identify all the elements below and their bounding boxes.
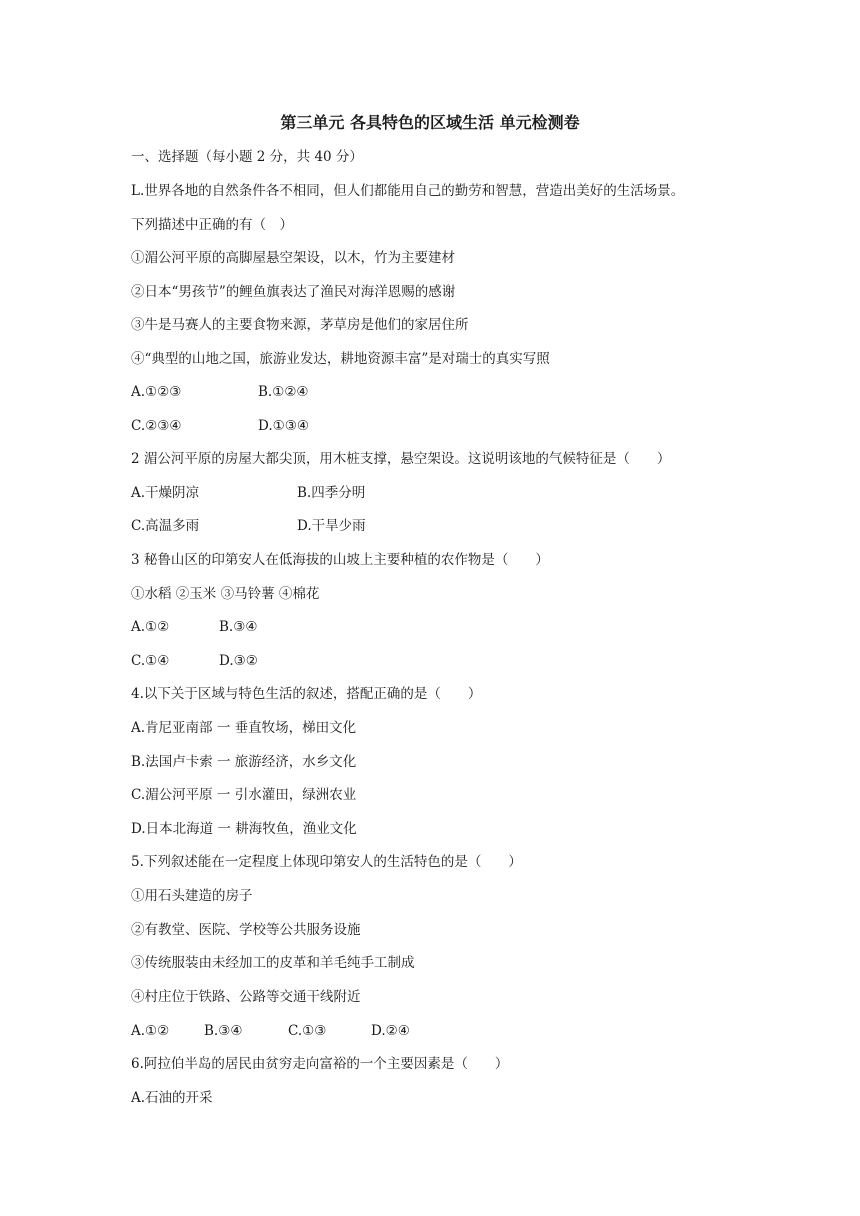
q2-option-d: D.干旱少雨 <box>297 518 366 534</box>
q4-stem: 4.以下关于区域与特色生活的叙述，搭配正确的是（ ） <box>131 686 482 702</box>
q5-item-4: ④村庄位于铁路、公路等交通干线附近 <box>131 989 361 1005</box>
q6-option-a: A.石油的开采 <box>131 1090 213 1106</box>
page-title: 第三单元 各具特色的区域生活 单元检测卷 <box>280 113 580 132</box>
q1-item-4: ④“典型的山地之国，旅游业发达，耕地资源丰富”是对瑞士的真实写照 <box>131 351 550 367</box>
q3-items: ①水稻 ②玉米 ③马铃薯 ④棉花 <box>131 586 320 602</box>
q5-option-d: D.②④ <box>371 1023 410 1039</box>
q1-option-a: A.①②③ <box>131 384 182 400</box>
q4-option-b: B.法国卢卡索 一 旅游经济，水乡文化 <box>131 754 357 770</box>
q4-option-a: A.肯尼亚南部 一 垂直牧场，梯田文化 <box>131 720 357 736</box>
q1-item-3: ③牛是马赛人的主要食物来源，茅草房是他们的家居住所 <box>131 317 469 333</box>
q2-option-c: C.高温多雨 <box>131 518 200 534</box>
q5-item-3: ③传统服装由未经加工的皮革和羊毛纯手工制成 <box>131 955 415 971</box>
q1-option-d: D.①③④ <box>258 418 309 434</box>
q5-item-2: ②有教堂、医院、学校等公共服务设施 <box>131 922 361 938</box>
q2-option-b: B.四季分明 <box>297 485 366 501</box>
q3-option-a: A.①② <box>131 619 170 635</box>
q3-option-c: C.①④ <box>131 653 170 669</box>
q3-option-b: B.③④ <box>219 619 258 635</box>
q6-stem: 6.阿拉伯半岛的居民由贫穷走向富裕的一个主要因素是（ ） <box>131 1056 509 1072</box>
q5-option-a: A.①② <box>131 1023 170 1039</box>
q1-item-2: ②日本“男孩节”的鲤鱼旗表达了渔民对海洋恩赐的感谢 <box>131 284 456 300</box>
q1-stem-line1: L.世界各地的自然条件各不相同，但人们都能用自己的勤劳和智慧，营造出美好的生活场景。 <box>131 183 685 199</box>
q5-stem: 5.下列叙述能在一定程度上体现印第安人的生活特色的是（ ） <box>131 854 522 870</box>
q5-item-1: ①用石头建造的房子 <box>131 888 253 904</box>
q3-option-d: D.③② <box>219 653 258 669</box>
q4-option-c: C.湄公河平原 一 引水灌田，绿洲农业 <box>131 787 357 803</box>
q4-option-d: D.日本北海道 一 耕海牧鱼，渔业文化 <box>131 821 357 837</box>
section-heading: 一、选择题（每小题 2 分，共 40 分） <box>131 149 363 165</box>
q1-stem-line2: 下列描述中正确的有（ ） <box>131 217 293 233</box>
q1-option-b: B.①②④ <box>258 384 309 400</box>
q5-option-c: C.①③ <box>288 1023 327 1039</box>
q5-option-b: B.③④ <box>204 1023 243 1039</box>
q2-option-a: A.干燥阴凉 <box>131 485 200 501</box>
q1-item-1: ①湄公河平原的高脚屋悬空架设，以木，竹为主要建材 <box>131 250 455 266</box>
q1-option-c: C.②③④ <box>131 418 182 434</box>
q3-stem: 3 秘鲁山区的印第安人在低海拔的山坡上主要种植的农作物是（ ） <box>131 552 549 568</box>
q2-stem: 2 湄公河平原的房屋大都尖顶，用木桩支撑，悬空架设。这说明该地的气候特征是（ ） <box>131 451 671 467</box>
